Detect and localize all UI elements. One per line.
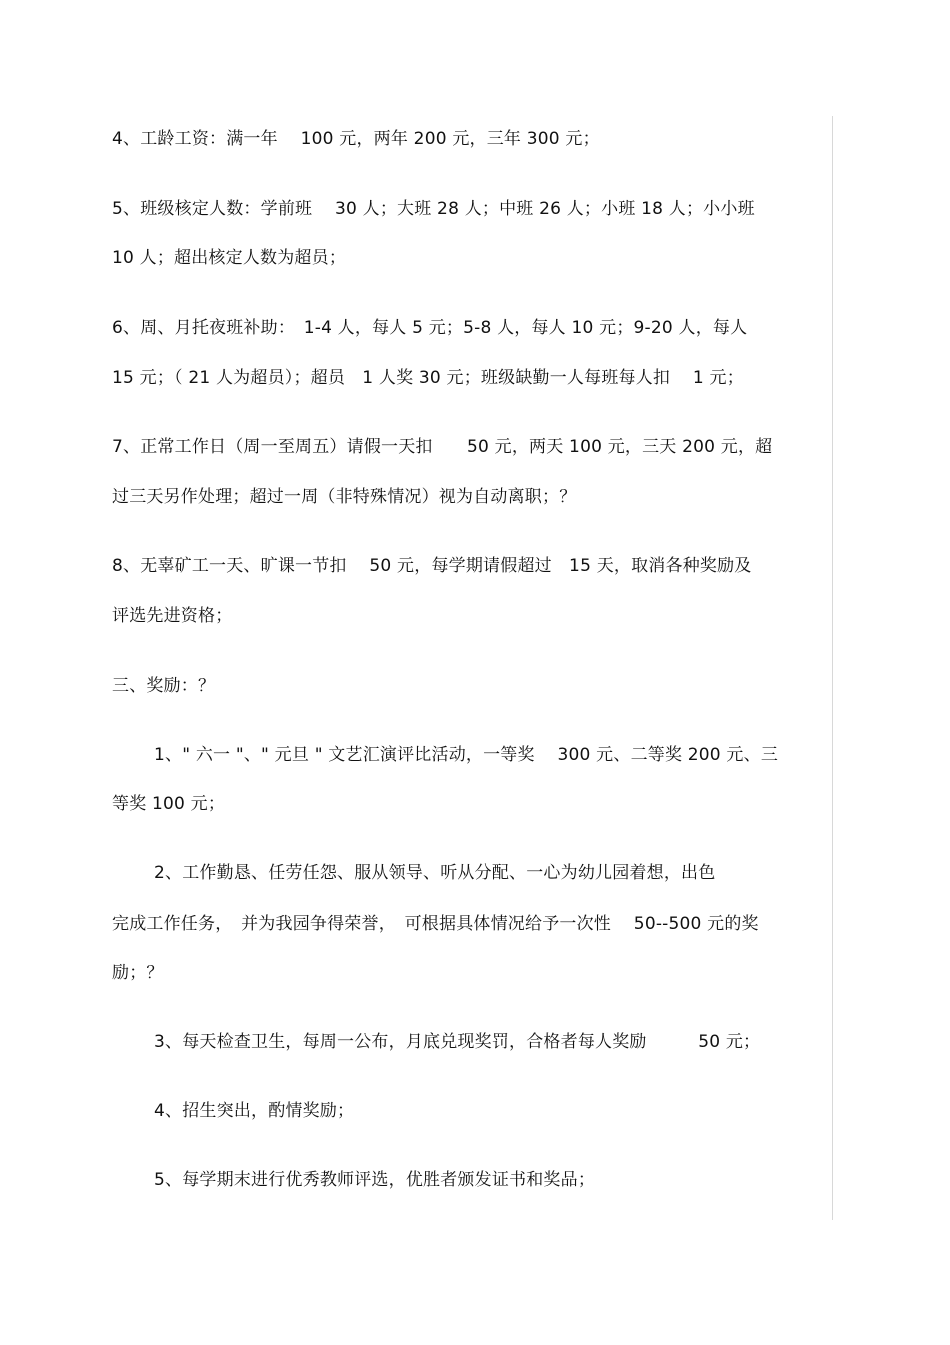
item-5-class-quota-cont: 10 人；超出核定人数为超员；	[112, 248, 347, 268]
item-4-seniority-wage: 4、工龄工资：满一年 100 元，两年 200 元，三年 300 元；	[112, 129, 600, 149]
item-5-class-quota: 5、班级核定人数：学前班 30 人；大班 28 人；中班 26 人；小班 18 人；小小班	[112, 199, 755, 219]
item-6-night-subsidy: 6、周、月托夜班补助： 1-4 人，每人 5 元；5-8 人，每人 10 元；9-20 人，每人	[112, 318, 748, 338]
reward-4-enrollment: 4、招生突出，酌情奖励；	[154, 1101, 355, 1121]
reward-2-diligence-cont-2: 励；？	[112, 963, 164, 983]
item-6-night-subsidy-cont: 15 元；（ 21 人为超员）；超员 1 人奖 30 元；班级缺勤一人每班每人扣 1 元；	[112, 368, 744, 388]
reward-1-performance-contest-cont: 等奖 100 元；	[112, 794, 226, 814]
page-edge-divider	[832, 116, 833, 1220]
item-7-leave-deduction-cont: 过三天另作处理；超过一周（非特殊情况）视为自动离职；？	[112, 487, 577, 507]
item-8-absence-deduction: 8、无辜矿工一天、旷课一节扣 50 元，每学期请假超过 15 天，取消各种奖励及	[112, 556, 752, 576]
reward-1-performance-contest: 1、" 六一 "、" 元旦 " 文艺汇演评比活动，一等奖 300 元、二等奖 200 元、三	[154, 745, 779, 765]
item-7-leave-deduction: 7、正常工作日（周一至周五）请假一天扣 50 元，两天 100 元，三天 200 元，超	[112, 437, 773, 457]
reward-5-teacher-award: 5、每学期末进行优秀教师评选，优胜者颁发证书和奖品；	[154, 1170, 596, 1190]
reward-3-hygiene: 3、每天检查卫生，每周一公布，月底兑现奖罚，合格者每人奖励 50 元；	[154, 1032, 761, 1052]
reward-2-diligence-cont: 完成工作任务， 并为我园争得荣誉， 可根据具体情况给予一次性 50--500 元的奖	[112, 914, 759, 934]
item-8-absence-deduction-cont: 评选先进资格；	[112, 606, 233, 626]
reward-2-diligence: 2、工作勤恳、任劳任怨、服从领导、听从分配、一心为幼儿园着想，出色	[154, 863, 716, 883]
section-heading-rewards: 三、奖励：？	[112, 676, 216, 696]
